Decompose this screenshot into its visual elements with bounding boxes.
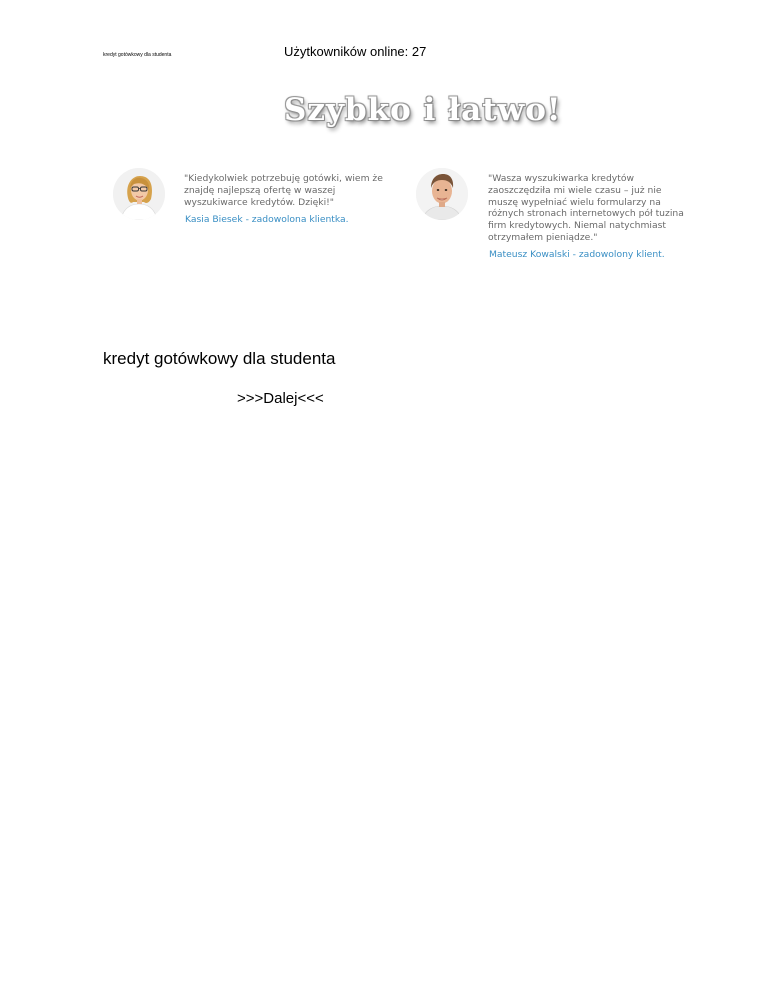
main-heading: kredyt gotówkowy dla studenta bbox=[103, 349, 336, 368]
quote-line: zaoszczędziła mi wiele czasu – już nie bbox=[488, 184, 662, 196]
quote-line: otrzymałem pieniądze." bbox=[488, 231, 598, 243]
quote-line: "Kiedykolwiek potrzebuję gotówki, wiem że bbox=[184, 173, 383, 184]
quote-line: wyszukiwarce kredytów. Dzięki!" bbox=[184, 196, 335, 208]
quote-line: firm kredytowych. Niemal natychmiast bbox=[488, 220, 666, 232]
quote-line: znajdę najlepszą ofertę w waszej bbox=[184, 184, 336, 196]
online-users-counter: Użytkowników online: 27 bbox=[284, 44, 427, 59]
testimonial-quote bbox=[184, 173, 404, 208]
quote-line: muszę wypełniać wielu formularzy na bbox=[488, 196, 661, 208]
next-link[interactable]: >>>Dalej<<< bbox=[237, 390, 324, 407]
man-avatar bbox=[416, 168, 468, 220]
woman-avatar bbox=[113, 168, 165, 220]
testimonial-author-link[interactable]: Mateusz Kowalski - zadowolony klient. bbox=[489, 249, 665, 260]
quote-line: różnych stronach internetowych pół tuzina bbox=[488, 208, 684, 220]
quote-line: "Wasza wyszukiwarka kredytów bbox=[488, 173, 634, 184]
testimonial-author-link[interactable]: Kasia Biesek - zadowolona klientka. bbox=[185, 214, 349, 225]
banner-title: Szybko i łatwo! bbox=[284, 92, 562, 128]
testimonial-quote bbox=[488, 173, 703, 244]
page-small-title: kredyt gotówkowy dla studenta bbox=[103, 52, 172, 58]
